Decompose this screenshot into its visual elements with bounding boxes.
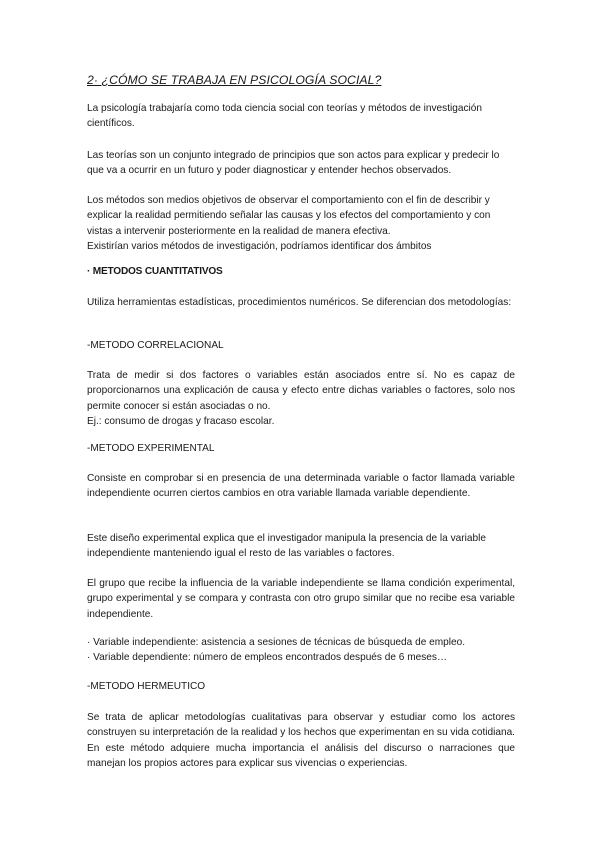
experimental-heading: -METODO EXPERIMENTAL: [87, 443, 215, 454]
correlational-paragraph: [87, 368, 515, 430]
methods-text: Los métodos son medios objetivos de observar el comportamiento con el fin de describir y explicar la realidad permitiendo señalar las causas y los efectos del comportamiento y con vistas a intervenir posteriormente en la realidad de manera efectiva.: [87, 195, 491, 237]
methods-paragraph: [87, 193, 515, 255]
list-item: · Variable independiente: asistencia a sesiones de técnicas de búsqueda de empleo.: [87, 637, 466, 648]
experimental-paragraph-1: Consiste en comprobar si en presencia de una determinada variable o factor llamada variable independiente ocurren ciertos cambios en otra variable llamada variable dependiente.: [87, 473, 515, 500]
variables-list: [87, 635, 515, 666]
quantitative-heading: · METODOS CUANTITATIVOS: [87, 266, 223, 277]
hermeneutic-heading: -METODO HERMEUTICO: [87, 681, 206, 692]
theories-paragraph: Las teorías son un conjunto integrado de principios que son actos para explicar y predecir lo que va a ocurrir en un futuro y poder diagnosticar y entender hechos observados.: [87, 150, 500, 177]
correlational-text: Trata de medir si dos factores o variables están asociados entre sí. No es capaz de proporcionarnos una explicación de causa y efecto entre dichas variables o factores, solo nos permite conocer si están asociadas o no.: [87, 370, 515, 412]
list-item: · Variable dependiente: número de empleos encontrados después de 6 meses…: [87, 652, 448, 664]
methods-text-2: Existirían varios métodos de investigación, podríamos identificar dos ámbitos: [87, 241, 432, 253]
experimental-paragraph-3: El grupo que recibe la influencia de la variable independiente se llama condición experimental, grupo experimental y se compara y contrasta con otro grupo similar que no recibe esa variable independiente.: [87, 578, 515, 620]
experimental-paragraph-2: Este diseño experimental explica que el investigador manipula la presencia de la variable independiente manteniendo igual el resto de las variables o factores.: [87, 533, 486, 560]
intro-paragraph: La psicología trabajaría como toda ciencia social con teorías y métodos de investigación científicos.: [87, 103, 483, 130]
correlational-example: Ej.: consumo de drogas y fracaso escolar.: [87, 416, 275, 428]
section-title: 2· ¿CÓMO SE TRABAJA EN PSICOLOGÍA SOCIAL?: [87, 73, 382, 87]
hermeneutic-paragraph: Se trata de aplicar metodologías cualitativas para observar y estudiar como los actores construyen su interpretación de la realidad y los hechos que experimentan en su vida cotidiana. En este método adquiere mucha importancia el análisis del discurso o narraciones que manejan los propios actores para explicar sus vivencias o experiencias.: [87, 712, 515, 770]
quantitative-paragraph: Utiliza herramientas estadísticas, procedimientos numéricos. Se diferencian dos metodologías:: [87, 297, 512, 308]
correlational-heading: -METODO CORRELACIONAL: [87, 340, 224, 351]
